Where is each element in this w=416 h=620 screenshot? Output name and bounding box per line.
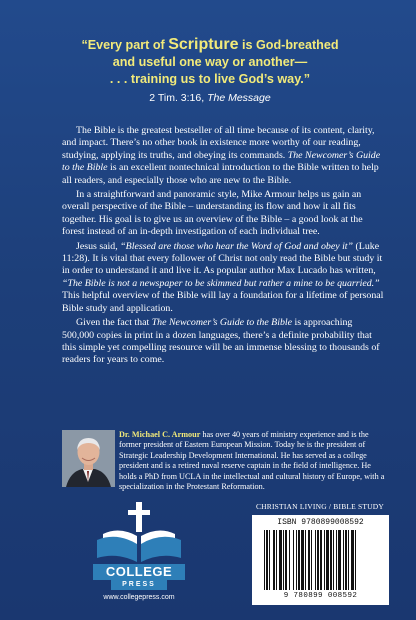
- quote-line-2: and useful one way or another—: [112, 55, 308, 69]
- epigraph-quote: [40, 36, 380, 107]
- paragraph-2: In a straightforward and panoramic style, Mike Armour helps us gain an overall perspective of the Bible – understanding its flow and how it all fits together. His goal is to give us an overview of the Bible – a good look at the forest instead of an in-depth investigation of each individual tree.: [62, 189, 363, 238]
- barcode-bar: [264, 530, 265, 590]
- text-run: (Luke 11:28). It is vital that every follower of Christ not only read the Bible but study it in order to understand it and live it. As popular author Max Lucado has written,: [62, 240, 383, 277]
- barcode-bar: [298, 530, 300, 590]
- lucado-quote: “The Bible is not a newspaper to be skimmed but rather a mine to be quarried.”: [62, 277, 380, 289]
- barcode-bar: [283, 530, 284, 590]
- barcode-bar: [315, 530, 316, 590]
- barcode-bar: [348, 530, 349, 590]
- barcode-bar: [293, 530, 294, 590]
- barcode-bar: [333, 530, 334, 590]
- paragraph-1: [62, 125, 384, 187]
- college-press-logo: [93, 500, 185, 590]
- isbn-digits: 9 780899 008592: [283, 592, 358, 600]
- barcode-bar: [285, 530, 287, 590]
- quote-line-3: . . . training us to live God’s way.”: [109, 72, 311, 86]
- text-run: The Bible is the greatest bestseller of all time because of its content, clarity, and impact. There’s no other book in existence more worthy of our reading, studying, applying its truths, and obeying its commands.: [62, 125, 375, 161]
- barcode-bar: [351, 530, 354, 590]
- barcode-bar: [345, 530, 347, 590]
- quote-emphasis: Scripture: [168, 36, 239, 53]
- barcode-bar: [317, 530, 319, 590]
- barcode-bar: [324, 530, 325, 590]
- citation-reference: 2 Tim. 3:16,: [149, 92, 208, 104]
- publisher-website: www.collegepress.com: [103, 594, 175, 601]
- barcode-bars: [262, 530, 379, 592]
- barcode-bar: [326, 530, 329, 590]
- isbn-label: ISBN 9780899008592: [277, 518, 364, 527]
- barcode-bar: [279, 530, 282, 590]
- text-run: is an excellent nontechnical introduction to the Bible written to help all readers, and especially those who are new to the Bible.: [62, 162, 379, 186]
- barcode-bar: [269, 530, 270, 590]
- logo-wordmark: COLLEGE: [93, 564, 185, 580]
- book-title: The Newcomer’s Guide to the Bible: [151, 317, 293, 329]
- paragraph-4: [62, 317, 384, 367]
- description-text: [62, 125, 384, 369]
- barcode-bar: [311, 530, 312, 590]
- barcode-bar: [338, 530, 341, 590]
- text-run: is approaching 500,000 copies in print in a dozen languages, there’s a definite probability that this simple yet compelling resource will be an immense blessing to thousands of readers for years to come.: [62, 317, 380, 366]
- author-photo: [62, 430, 115, 487]
- text-run: This helpful overview of the Bible will lay a foundation for a lifetime of personal Bible study and application.: [62, 290, 384, 314]
- author-bio: [119, 430, 389, 492]
- book-cross-icon: [93, 500, 185, 564]
- logo-subword: PRESS: [111, 580, 167, 590]
- barcode-bar: [289, 530, 290, 590]
- text-run: Jesus said,: [76, 240, 121, 252]
- barcode-bar: [276, 530, 277, 590]
- book-title: The Newcomer’s Guide to the Bible: [62, 149, 381, 174]
- barcode-bar: [273, 530, 275, 590]
- barcode-bar: [266, 530, 268, 590]
- barcode-bar: [355, 530, 356, 590]
- barcode-bar: [336, 530, 337, 590]
- quote-text: is God-breathed: [238, 38, 339, 52]
- barcode-bar: [320, 530, 322, 590]
- barcode-bar: [308, 530, 310, 590]
- quote-citation: [40, 90, 380, 107]
- paragraph-3: [62, 241, 384, 315]
- category-label: CHRISTIAN LIVING / BIBLE STUDY: [255, 502, 385, 511]
- barcode-bar: [296, 530, 297, 590]
- quote-text: “Every part of: [81, 38, 169, 52]
- barcode-bar: [330, 530, 332, 590]
- scripture-quote: “Blessed are those who hear the Word of God and obey it”: [120, 240, 354, 252]
- citation-source: The Message: [207, 92, 271, 104]
- bio-text: has over 40 years of ministry experience and is the former president of Eastern European Mission. Today he is the president of Strategic Leadership Development International. He has served as a college president and is a retired naval reserve captain in the field of intelligence. He holds a PhD from UCLA in the intellectual and cultural history of Europe, with a specialization in the Protestant Reformation.: [119, 430, 385, 492]
- barcode-bar: [305, 530, 306, 590]
- barcode-bar: [301, 530, 304, 590]
- author-name: Dr. Michael C. Armour: [119, 430, 201, 439]
- quote-line-1: [40, 36, 380, 54]
- text-run: Given the fact that: [76, 317, 152, 329]
- barcode-bar: [343, 530, 344, 590]
- barcode: [252, 515, 389, 605]
